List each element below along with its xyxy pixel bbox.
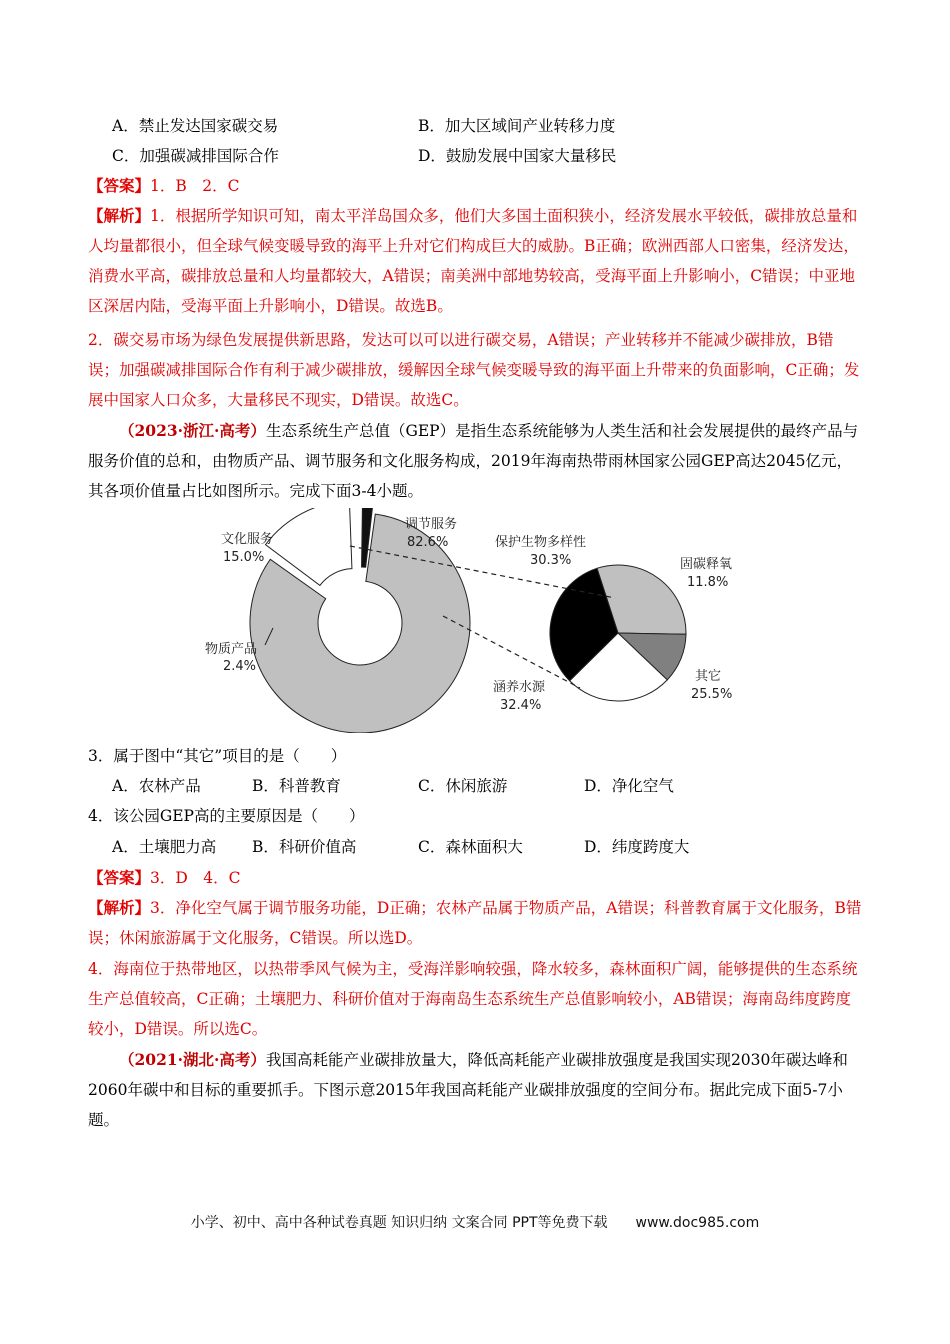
value-material: 2.4% [223, 659, 257, 674]
analysis-1-para-2: 2．碳交易市场为绿色发展提供新思路，发达可以可以进行碳交易，A错误；产业转移并不能减少碳排放，B错误；加强碳减排国际合作有利于减少碳排放，缓解因全球气候变暖导致的海平面上升带来的负面影响，C正确；发展中国家人口众多，大量移民不现实，D错误。故选C。 [88, 331, 860, 409]
value-water: 32.4% [500, 698, 542, 713]
intro-text: 生态系统生产总值（GEP）是指生态系统能够为人类生活和社会发展提供的最终产品与服务价值的总和，由物质产品、调节服务和文化服务构成，2019年海南热带雨林国家公园GEP高达2045亿元，其各项价值量占比如图所示。完成下面3-4小题。 [88, 422, 859, 500]
q3-option-c: C．休闲旅游 [418, 777, 508, 795]
analysis-1-para-1 [88, 201, 862, 321]
value-culture: 15.0% [223, 550, 265, 565]
question-4-stem: 4．该公园GEP高的主要原因是（ ） [88, 807, 365, 825]
intro-text: 我国高耗能产业碳排放量大，降低高耗能产业碳排放强度是我国实现2030年碳达峰和2060年碳中和目标的重要抓手。下图示意2015年我国高耗能产业碳排放强度的空间分布。据此完成下面5-7小题。 [88, 1051, 848, 1129]
pie-chart [550, 565, 686, 701]
analysis-tag: 【解析】 [88, 898, 151, 917]
q3-option-b: B．科普教育 [252, 777, 341, 795]
analysis-text: 3．净化空气属于调节服务功能，D正确；农林产品属于物质产品，A错误；科普教育属于文化服务，B错误；休闲旅游属于文化服务，C错误。所以选D。 [88, 899, 862, 947]
option-b: B．加大区域间产业转移力度 [418, 117, 616, 135]
q4-option-a: A．土壤肥力高 [112, 838, 217, 856]
label-biodiversity: 保护生物多样性 [495, 535, 587, 550]
label-regulating: 调节服务 [405, 517, 458, 532]
option-c: C．加强碳减排国际合作 [112, 147, 279, 165]
q4-option-c: C．森林面积大 [418, 838, 523, 856]
option-d: D．鼓励发展中国家大量移民 [418, 147, 617, 165]
label-other: 其它 [695, 669, 722, 684]
q3-option-d: D．净化空气 [584, 777, 674, 795]
analysis-2-para-2: 4．海南位于热带地区，以热带季风气候为主，受海洋影响较强，降水较多，森林面积广阔，能够提供的生态系统生产总值较高，C正确；土壤肥力、科研价值对于海南岛生态系统生产总值影响较小，AB错误；海南岛纬度跨度较小，D错误。所以选C。 [88, 960, 858, 1038]
value-other: 25.5% [691, 687, 733, 702]
analysis-2-para-1 [88, 893, 862, 953]
label-water: 涵养水源 [493, 680, 546, 695]
option-a: A．禁止发达国家碳交易 [112, 117, 279, 135]
analysis-text: 1．根据所学知识可知，南太平洋岛国众多，他们大多国土面积狭小，经济发展水平较低，碳排放总量和人均量都很小，但全球气候变暖导致的海平上升对它们构成巨大的威胁。B正确；欧洲西部人口密集，经济发达，消费水平高，碳排放总量和人均量都较大，A错误；南美洲中部地势较高，受海平面上升影响小，C错误；中亚地区深居内陆，受海平面上升影响小，D错误。故选B。 [88, 207, 859, 315]
question-intro-2 [88, 416, 862, 506]
label-carbon: 固碳释氧 [680, 557, 733, 572]
answer-tag: 【答案】 [88, 176, 151, 195]
answer-block-1 [88, 176, 240, 196]
page-footer: 小学、初中、高中各种试卷真题 知识归纳 文案合同 PPT等免费下载 www.doc985.com [190, 1215, 760, 1231]
label-material: 物质产品 [205, 642, 258, 657]
q3-option-a: A．农林产品 [112, 777, 201, 795]
q4-option-d: D．纬度跨度大 [584, 838, 690, 856]
question-3-stem: 3．属于图中“其它”项目的是（ ） [88, 747, 347, 765]
label-culture: 文化服务 [221, 532, 274, 547]
value-carbon: 11.8% [687, 575, 729, 590]
answer-text: 3．D 4．C [150, 869, 241, 887]
value-regulating: 82.6% [407, 535, 449, 550]
question-source: （2021·湖北·高考） [119, 1050, 266, 1069]
answer-text: 1．B 2．C [150, 177, 240, 195]
answer-block-2 [88, 868, 241, 888]
q4-option-b: B．科研价值高 [252, 838, 357, 856]
question-source: （2023·浙江·高考） [119, 421, 266, 440]
answer-tag: 【答案】 [88, 868, 151, 887]
gep-chart [195, 508, 775, 733]
value-biodiversity: 30.3% [530, 553, 572, 568]
analysis-tag: 【解析】 [88, 206, 151, 225]
question-intro-3 [88, 1045, 862, 1135]
